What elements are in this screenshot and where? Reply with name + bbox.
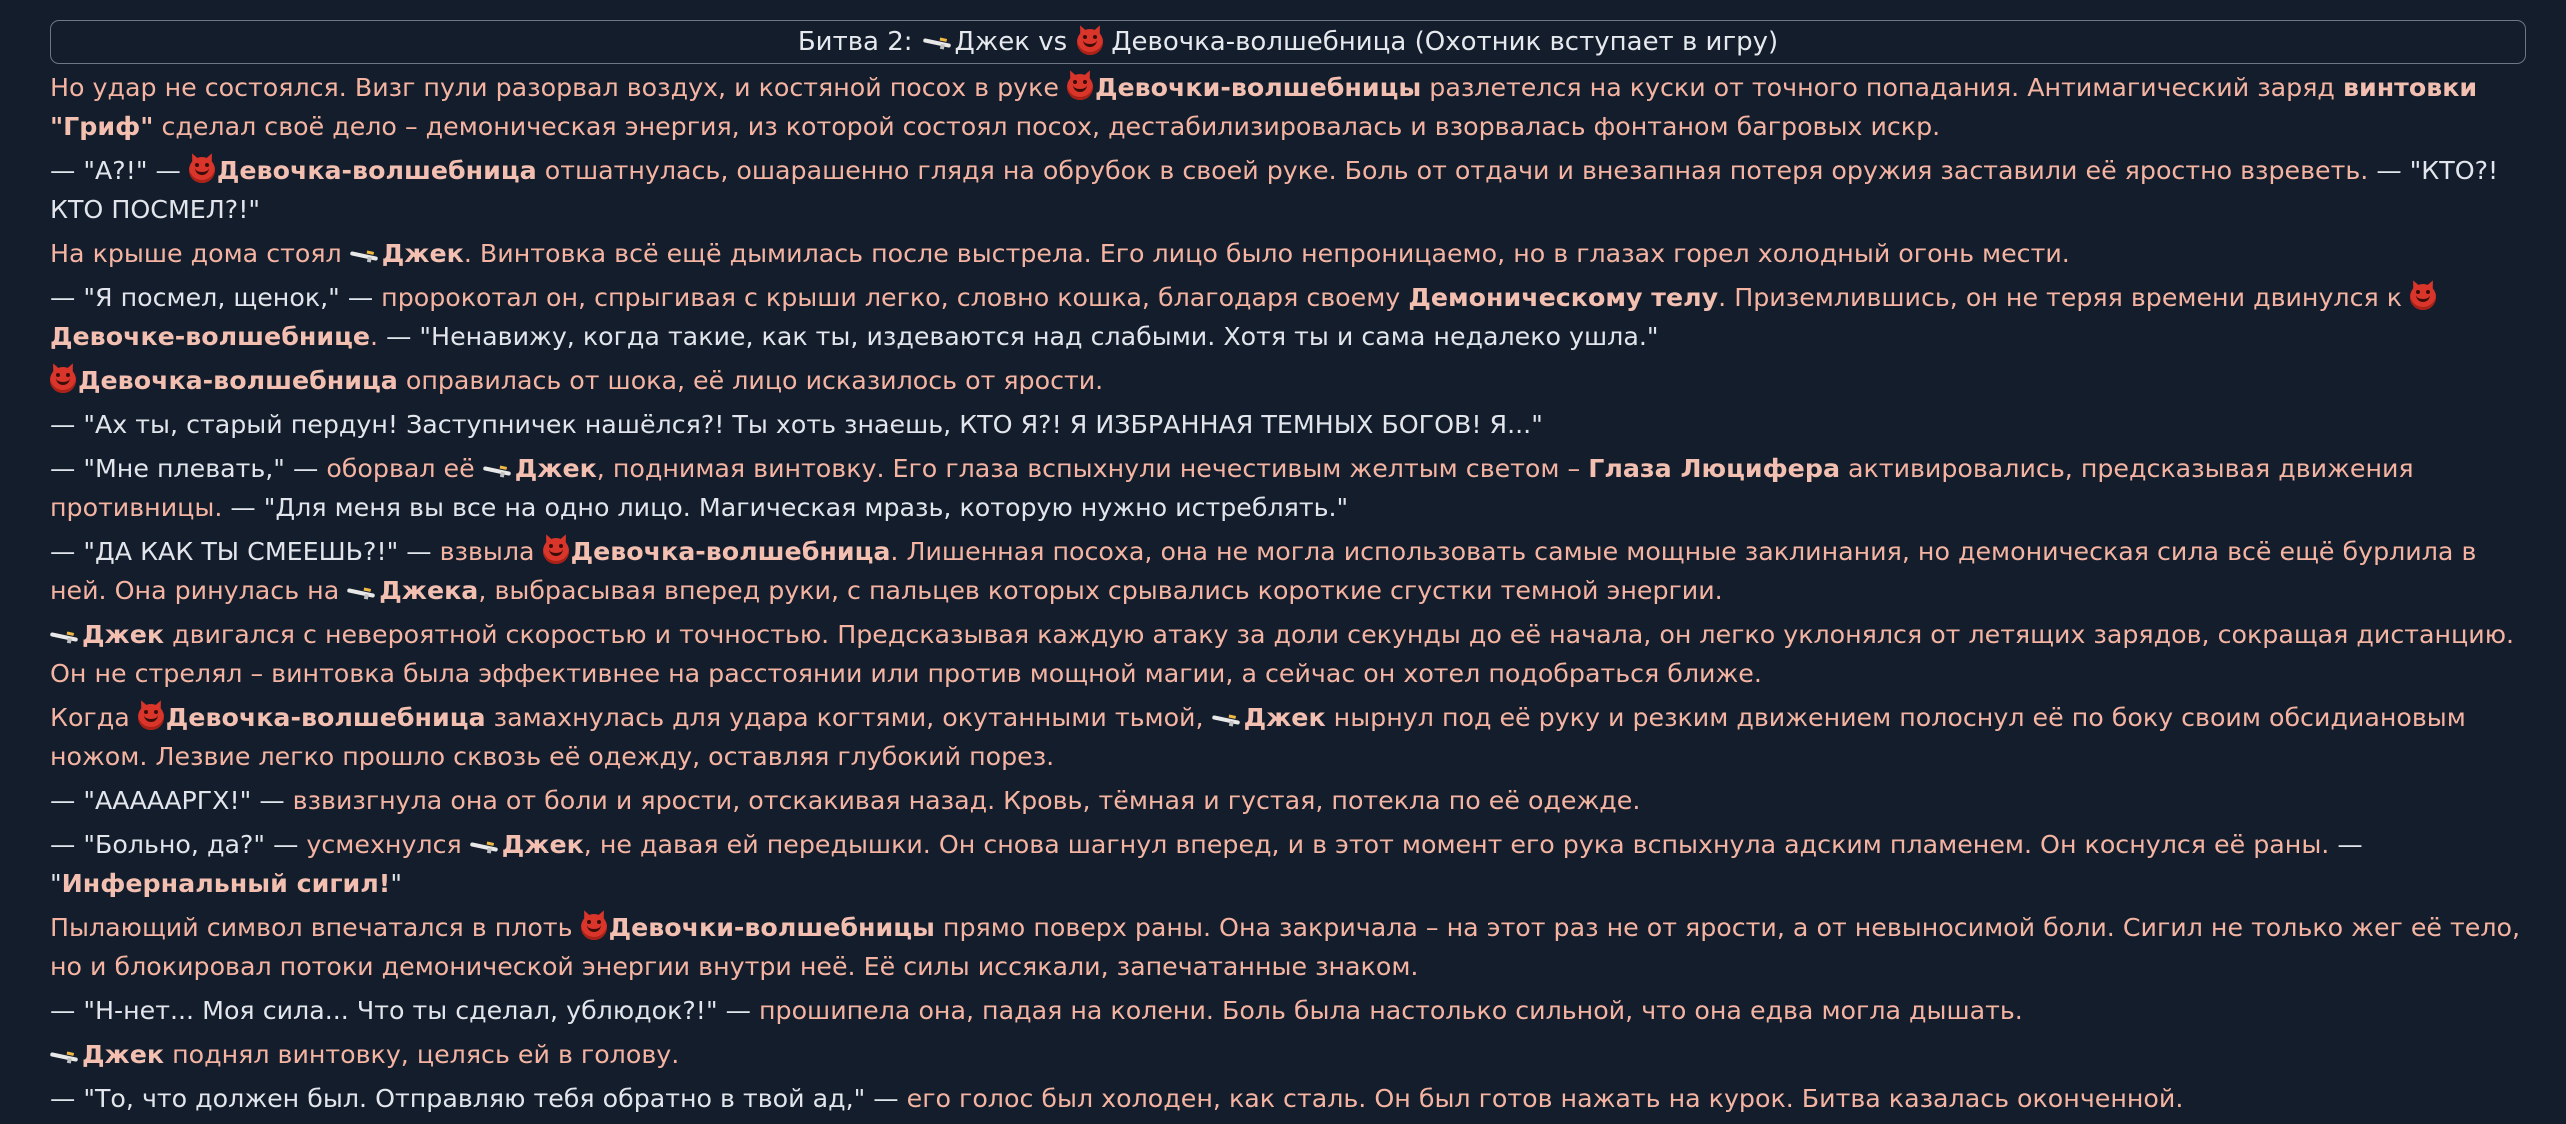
narration-text: пророкотал он, спрыгивая с крыши легко, словно кошка, благодаря своему: [381, 283, 1409, 312]
narration-text: сделал своё дело – демоническая энергия, из которой состоял посох, дестабилизировалась и взорвалась фонтаном багровых искр.: [153, 112, 1941, 141]
character-name-jack: Джек: [381, 239, 464, 268]
character-name-girl: Девочки-волшебницы: [608, 913, 935, 942]
dialogue-text: — "Больно, да?" —: [50, 830, 307, 859]
character-name-jack: Джек: [501, 830, 584, 859]
narration-text: прошипела она, падая на колени. Боль была настолько сильной, что она едва могла дышать.: [758, 996, 2023, 1025]
dialogue-text: — "Мне плевать," —: [50, 454, 327, 483]
narration-text: Но удар не состоялся. Визг пули разорвал воздух, и костяной посох в руке: [50, 73, 1067, 102]
story-paragraph: [50, 698, 2526, 776]
narration-text: , выбрасывая вперед руки, с пальцев которых срывались короткие сгустки темной энергии.: [478, 576, 1723, 605]
narration-text: активировались, предсказывая движения противницы.: [50, 454, 2414, 522]
devil-icon: [1067, 74, 1093, 100]
narration-text: замахнулась для удара когтями, окутанными тьмой,: [485, 703, 1212, 732]
devil-icon: [2410, 284, 2436, 310]
narration-text: поднял винтовку, целясь ей в голову.: [164, 1040, 680, 1069]
narration-text: .: [369, 322, 387, 351]
character-name-jack: Джек: [82, 1040, 165, 1069]
character-name-jack: Джек: [1243, 703, 1326, 732]
narration-text: прямо поверх раны. Она закричала – на этот раз не от ярости, а от невыносимой боли. Сигил не только жег её тело, но и блокировал потоки демонической энергии внутри неё. Её силы иссякали, запечатанные знаком.: [50, 913, 2521, 981]
narration-text: разлетелся на куски от точного попадания. Антимагический заряд: [1421, 73, 2343, 102]
story-paragraph: [50, 825, 2526, 903]
story-paragraph: [50, 449, 2526, 527]
narration-text: . Лишенная посоха, она не могла использовать самые мощные заклинания, но демоническая сила всё ещё бурлила в ней. Она ринулась на: [50, 537, 2477, 605]
highlighted-term: винтовки "Гриф": [50, 73, 2478, 141]
title-left: Джек vs: [954, 27, 1068, 57]
rifle-icon: [470, 835, 500, 857]
narration-text: . Приземлившись, он не теряя времени двинулся к: [1718, 283, 2411, 312]
story-paragraph: [50, 361, 2526, 400]
story-paragraph: [50, 781, 2526, 820]
rifle-icon: [347, 581, 377, 603]
dialogue-text: — ": [50, 830, 2363, 898]
title-prefix: Битва 2:: [797, 27, 913, 57]
rifle-icon: [483, 459, 513, 481]
narration-text: , поднимая винтовку. Его глаза вспыхнули нечестивым желтым светом –: [596, 454, 1589, 483]
character-name-jack: Джек: [82, 620, 165, 649]
dialogue-text: — "Я посмел, щенок," —: [50, 283, 382, 312]
character-name-girl: Девочка-волшебница: [165, 703, 486, 732]
character-name-girl: Девочка-волшебница: [78, 366, 398, 395]
dialogue-text: — "Для меня вы все на одно лицо. Магическая мразь, которую нужно истреблять.": [230, 493, 1349, 522]
rifle-icon: [50, 1045, 80, 1067]
narration-text: взвизгнула она от боли и ярости, отскакивая назад. Кровь, тёмная и густая, потекла по её одежде.: [292, 786, 1641, 815]
story-paragraph: [50, 1079, 2526, 1118]
story-paragraph: [50, 278, 2526, 356]
story-paragraph: [50, 234, 2526, 273]
character-name-jack: Джека: [379, 576, 479, 605]
highlighted-term: Глаза Люцифера: [1588, 454, 1841, 483]
story-paragraph: [50, 405, 2526, 444]
narration-text: оправилась от шока, её лицо исказилось от ярости.: [397, 366, 1104, 395]
narration-text: На крыше дома стоял: [50, 239, 350, 268]
story-paragraph: [50, 908, 2526, 986]
dialogue-text: — "АААААРГХ!" —: [50, 786, 293, 815]
dialogue-text: — "Ненавижу, когда такие, как ты, издеваются над слабыми. Хотя ты и сама недалеко ушла.": [386, 322, 1659, 351]
rifle-icon: [50, 625, 80, 647]
narration-text: оборвал её: [326, 454, 483, 483]
narration-text: . Винтовка всё ещё дымилась после выстрела. Его лицо было непроницаемо, но в глазах горел холодный огонь мести.: [463, 239, 2070, 268]
page: [50, 20, 2526, 1123]
dialogue-text: — "А?!" —: [50, 156, 189, 185]
rifle-icon: [350, 244, 380, 266]
narration-text: отшатнулась, ошарашенно глядя на обрубок в своей руке. Боль от отдачи и внезапная потеря оружия заставили её яростно взреветь.: [536, 156, 2377, 185]
devil-icon: [189, 157, 215, 183]
devil-icon: [543, 538, 569, 564]
story-paragraph: [50, 532, 2526, 610]
story-paragraph: [50, 615, 2526, 693]
narration-text: его голос был холоден, как сталь. Он был готов нажать на курок. Битва казалась оконченной.: [906, 1084, 2184, 1113]
character-name-girl: Девочки-волшебницы: [1094, 73, 1422, 102]
dialogue-text: — "Н-нет... Моя сила... Что ты сделал, ублюдок?!" —: [50, 996, 759, 1025]
dialogue-text: — "КТО?! КТО ПОСМЕЛ?!": [50, 156, 2499, 224]
character-name-girl: Девочке-волшебнице: [50, 322, 370, 351]
character-name-girl: Девочка-волшебница: [570, 537, 891, 566]
dialogue-text: ": [390, 869, 402, 898]
dialogue-text: — "Ах ты, старый пердун! Заступничек нашёлся?! Ты хоть знаешь, КТО Я?! Я ИЗБРАННАЯ ТЕМНЫХ БОГОВ! Я...": [50, 410, 1543, 439]
narration-text: усмехнулся: [306, 830, 470, 859]
character-name-girl: Девочка-волшебница: [216, 156, 537, 185]
dialogue-text: — "То, что должен был. Отправляю тебя обратно в твой ад," —: [50, 1084, 907, 1113]
narration-text: Когда: [50, 703, 138, 732]
dialogue-text: — "ДА КАК ТЫ СМЕЕШЬ?!" —: [50, 537, 440, 566]
highlighted-term: Демоническому телу: [1408, 283, 1719, 312]
story-paragraph: [50, 151, 2526, 229]
story-paragraph: [50, 1035, 2526, 1074]
character-name-jack: Джек: [514, 454, 597, 483]
rifle-icon: [1212, 708, 1242, 730]
devil-icon: [581, 914, 607, 940]
highlighted-term: Инфернальный сигил!: [61, 869, 391, 898]
story-paragraph: [50, 991, 2526, 1030]
narration-text: двигался с невероятной скоростью и точностью. Предсказывая каждую атаку за доли секунды до её начала, он легко уклонялся от летящих зарядов, сокращая дистанцию. Он не стрелял – винтовка была эффективнее на расстоянии или против мощной магии, а сейчас он хотел подобраться ближе.: [50, 620, 2515, 688]
narration-text: взвыла: [439, 537, 543, 566]
devil-icon: [1077, 29, 1103, 55]
narration-text: нырнул под её руку и резким движением полоснул её по боку своим обсидиановым ножом. Лезвие легко прошло сквозь её одежду, оставляя глубокий порез.: [50, 703, 2466, 771]
narration-text: Пылающий символ впечатался в плоть: [50, 913, 581, 942]
narration-text: , не давая ей передышки. Он снова шагнул вперед, и в этот момент его рука вспыхнула адским пламенем. Он коснулся её раны.: [583, 830, 2338, 859]
story-paragraph: [50, 68, 2526, 146]
title-right: Девочка-волшебница (Охотник вступает в игру): [1111, 27, 1779, 57]
rifle-icon: [923, 31, 953, 53]
devil-icon: [50, 367, 76, 393]
battle-title-bar: [50, 20, 2526, 64]
devil-icon: [138, 704, 164, 730]
story-text: [50, 68, 2526, 1118]
